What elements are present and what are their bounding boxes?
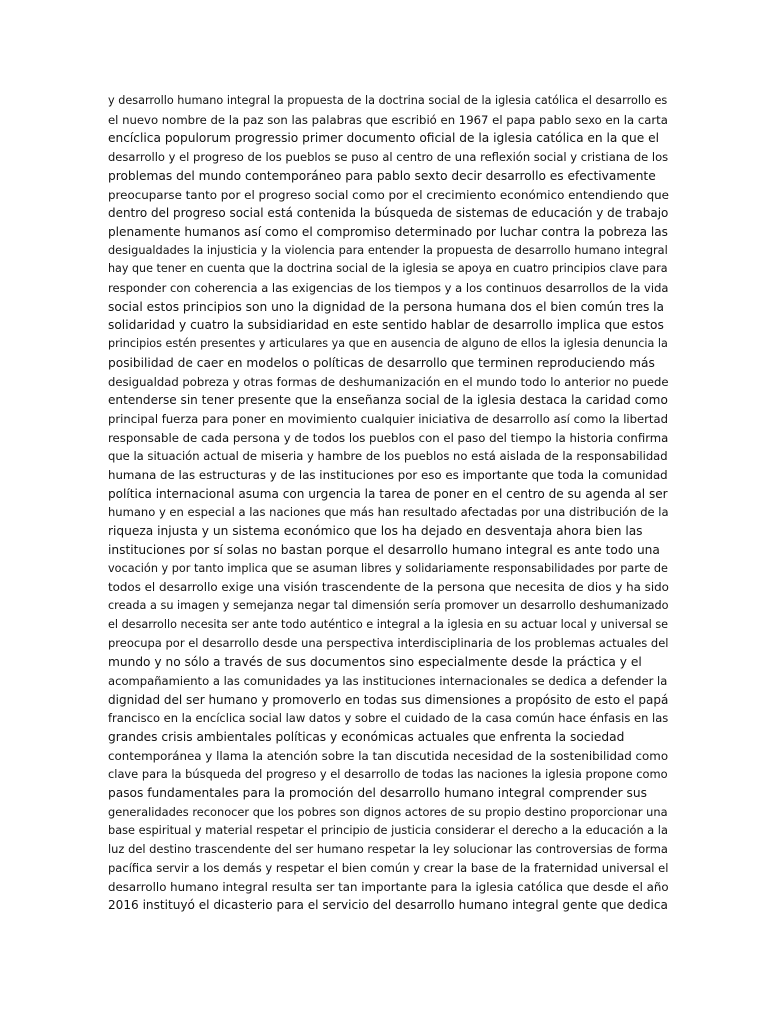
text-line: francisco en la encíclica social law datos y sobre el cuidado de la casa común hace énfasis en las <box>108 711 669 726</box>
text-line: dignidad del ser humano y promoverlo en todas sus dimensiones a propósito de esto el papá <box>108 692 669 707</box>
text-line: todos el desarrollo exige una visión trascendente de la persona que necesita de dios y ha sido <box>108 580 669 595</box>
text-line: problemas del mundo contemporáneo para pablo sexto decir desarrollo es efectivamente <box>108 168 656 183</box>
text-line: creada a su imagen y semejanza negar tal dimensión sería promover un desarrollo deshumanizado <box>108 598 669 612</box>
text-line: encíclica populorum progressio primer documento oficial de la iglesia católica en la que el <box>108 131 659 146</box>
text-line: desigualdades la injusticia y la violencia para entender la propuesta de desarrollo humano integral <box>108 243 668 257</box>
text-line: clave para la búsqueda del progreso y el desarrollo de todas las naciones la iglesia propone como <box>108 767 668 782</box>
text-line: política internacional asuma con urgencia la tarea de poner en el centro de su agenda al ser <box>108 486 668 501</box>
text-line: grandes crisis ambientales políticas y económicas actuales que enfrenta la sociedad <box>108 729 625 744</box>
text-line: desarrollo y el progreso de los pueblos se puso al centro de una reflexión social y cristiana de los <box>108 150 669 165</box>
text-line: y desarrollo humano integral la propuesta de la doctrina social de la iglesia católica el desarrollo es <box>108 94 668 107</box>
text-line: luz del destino trascendente del ser humano respetar la ley solucionar las controversias de forma <box>108 842 668 857</box>
text-line: el desarrollo necesita ser ante todo auténtico e integral a la iglesia en su actuar local y universal se <box>108 617 669 631</box>
text-line: preocupa por el desarrollo desde una perspectiva interdisciplinaria de los problemas actuales del <box>108 636 669 651</box>
text-line: hay que tener en cuenta que la doctrina social de la iglesia se apoya en cuatro principios clave para <box>108 262 668 276</box>
text-line: contemporánea y llama la atención sobre la tan discutida necesidad de la sostenibilidad como <box>108 748 669 763</box>
text-line: desigualdad pobreza y otras formas de deshumanización en el mundo todo lo anterior no puede <box>108 374 669 389</box>
text-line: humano y en especial a las naciones que más han resultado afectadas por una distribución de la <box>108 505 669 520</box>
text-line: principios estén presentes y articulares ya que en ausencia de alguno de ellos la iglesia denuncia la <box>108 337 668 351</box>
body-paragraph <box>108 92 668 915</box>
text-line: generalidades reconocer que los pobres son dignos actores de su propio destino proporcionar una <box>108 804 668 819</box>
text-line: pasos fundamentales para la promoción del desarrollo humano integral comprender sus <box>108 786 647 801</box>
text-line: mundo y no sólo a través de sus documentos sino especialmente desde la práctica y el <box>108 655 642 670</box>
text-line: responsable de cada persona y de todos los pueblos con el paso del tiempo la historia confirma <box>108 430 669 445</box>
text-line: instituciones por sí solas no bastan porque el desarrollo humano integral es ante todo una <box>108 542 660 557</box>
text-line: principal fuerza para poner en movimiento cualquier iniciativa de desarrollo así como la libertad <box>108 411 668 426</box>
text-line: social estos principios son uno la dignidad de la persona humana dos el bien común tres la <box>108 299 665 314</box>
text-line: dentro del progreso social está contenida la búsqueda de sistemas de educación y de trabajo <box>108 206 669 221</box>
text-line: humana de las estructuras y de las instituciones por eso es importante que toda la comunidad <box>108 468 668 483</box>
text-line: entenderse sin tener presente que la enseñanza social de la iglesia destaca la caridad como <box>108 393 668 408</box>
text-line: acompañamiento a las comunidades ya las instituciones internacionales se dedica a defender la <box>108 673 668 688</box>
text-line: el nuevo nombre de la paz son las palabras que escribió en 1967 el papa pablo sexo en la carta <box>108 112 668 127</box>
text-line: plenamente humanos así como el compromiso determinado por luchar contra la pobreza las <box>108 224 668 239</box>
text-line: solidaridad y cuatro la subsidiaridad en este sentido hablar de desarrollo implica que estos <box>108 318 664 333</box>
text-line: vocación y por tanto implica que se asuman libres y solidariamente responsabilidades por parte de <box>108 561 668 575</box>
text-line: riqueza injusta y un sistema económico que los ha dejado en desventaja ahora bien las <box>108 524 643 539</box>
text-line: posibilidad de caer en modelos o políticas de desarrollo que terminen reproduciendo más <box>108 355 655 370</box>
text-line: preocuparse tanto por el progreso social como por el crecimiento económico entendiendo que <box>108 187 669 202</box>
text-line: pacífica servir a los demás y respetar el bien común y crear la base de la fraternidad universal el <box>108 860 669 875</box>
text-line: responder con coherencia a las exigencias de los tiempos y a los continuos desarrollos de la vida <box>108 281 669 296</box>
text-line: base espiritual y material respetar el principio de justicia considerar el derecho a la educación a la <box>108 823 668 838</box>
text-line: 2016 instituyó el dicasterio para el servicio del desarrollo humano integral gente que dedica <box>108 898 668 913</box>
text-line: desarrollo humano integral resulta ser tan importante para la iglesia católica que desde el año <box>108 879 669 894</box>
text-line: que la situación actual de miseria y hambre de los pueblos no está aislada de la responsabilidad <box>108 449 668 464</box>
